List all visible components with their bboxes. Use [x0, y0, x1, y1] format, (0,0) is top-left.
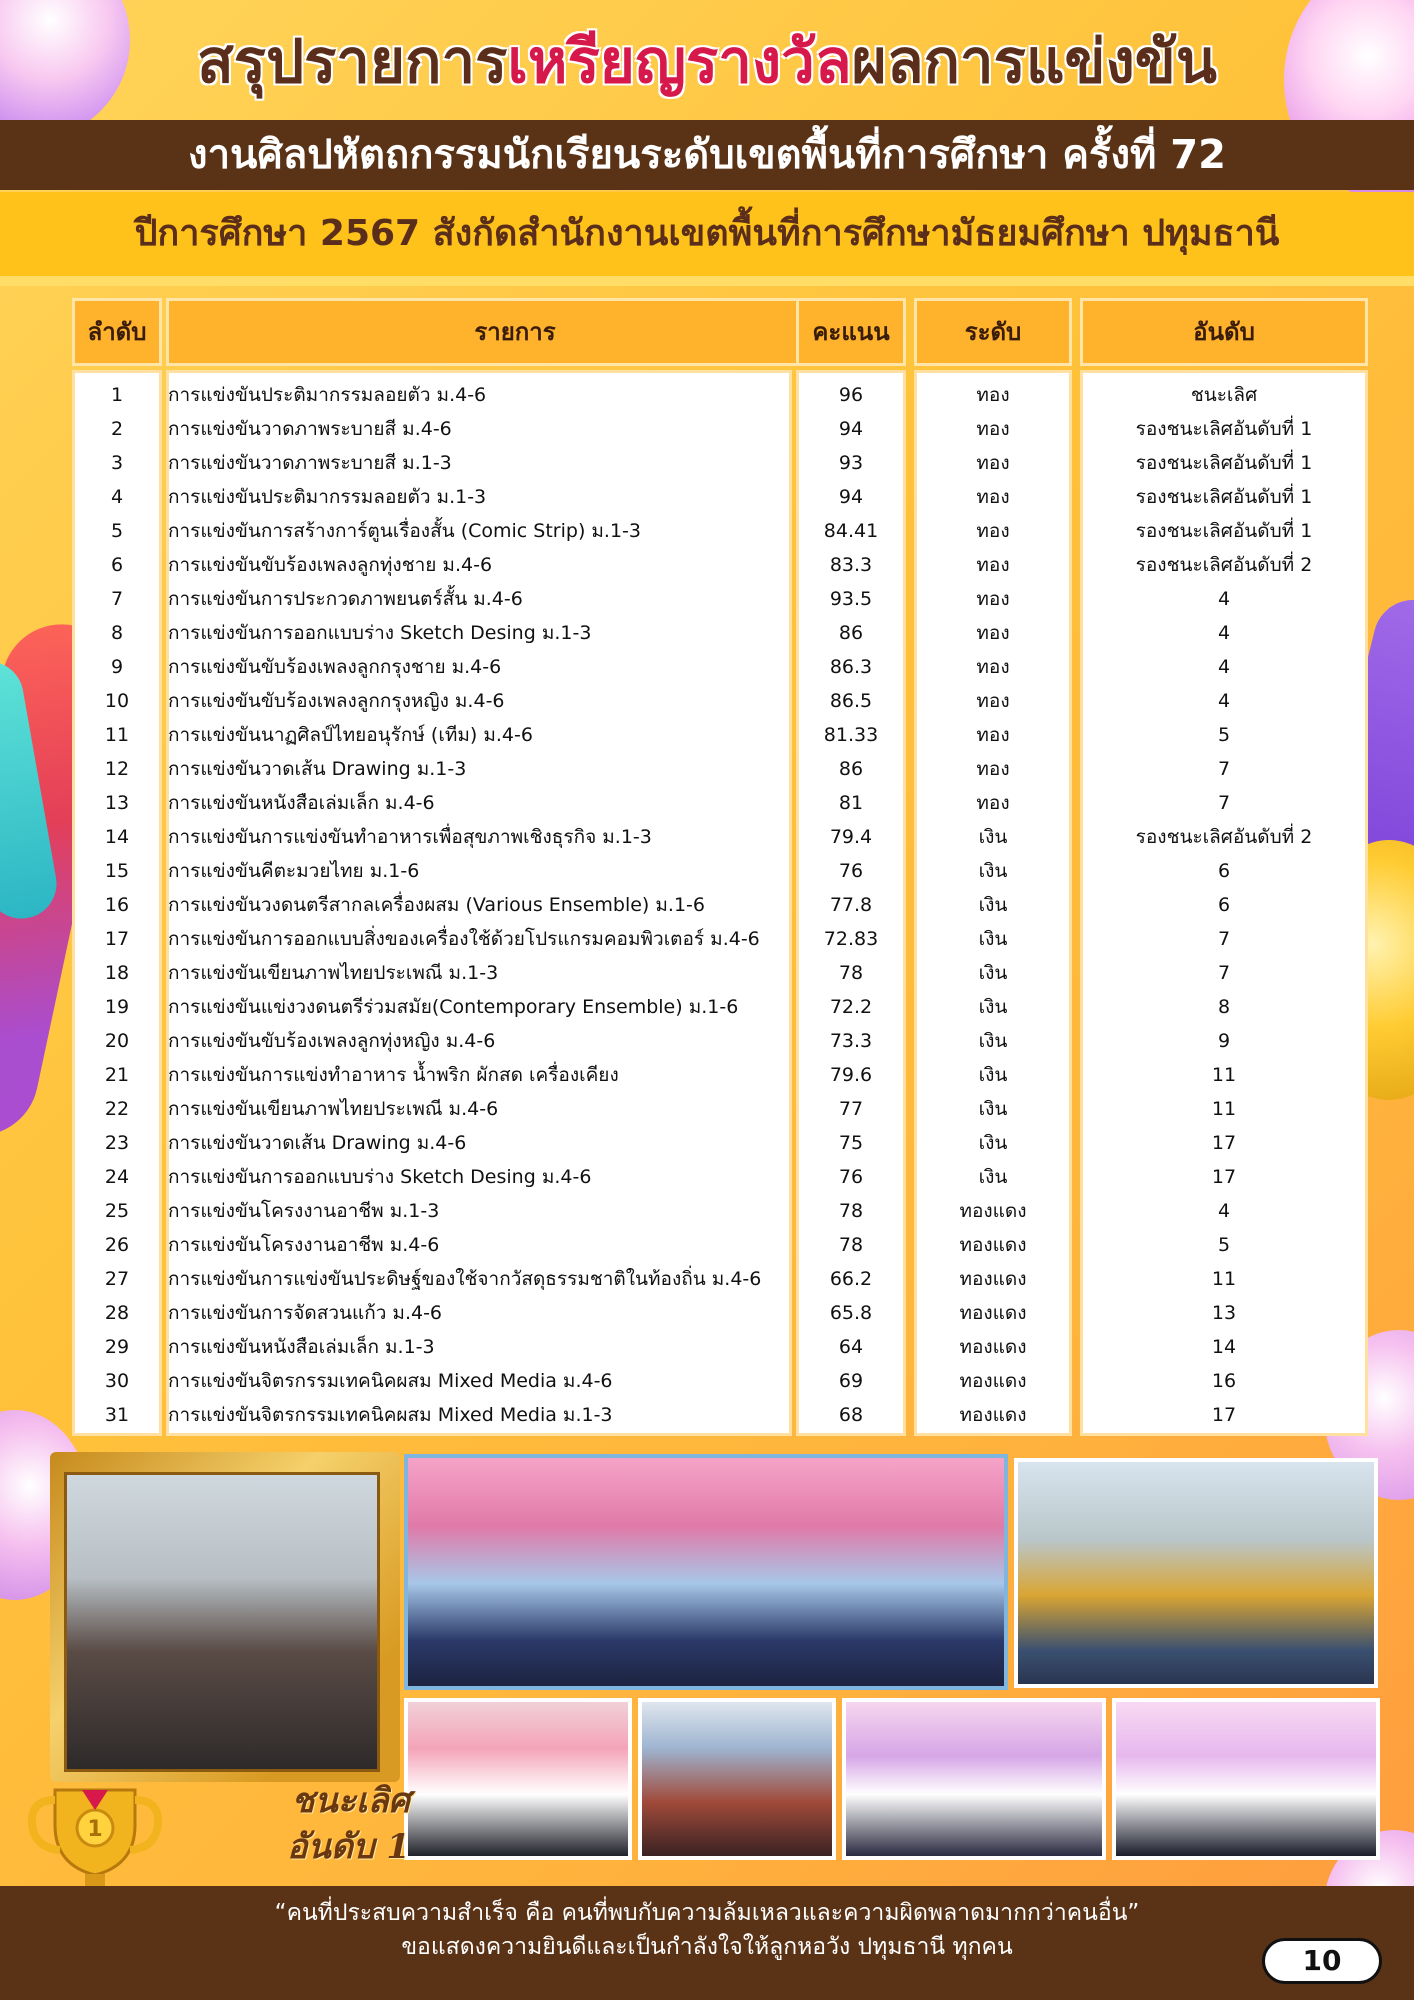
row-level: ทองแดง — [959, 1302, 1027, 1324]
table-row — [72, 548, 1368, 582]
table-row — [72, 480, 1368, 514]
row-rank: รองชนะเลิศอันดับที่ 1 — [1135, 452, 1313, 474]
row-rank: รองชนะเลิศอันดับที่ 1 — [1135, 418, 1313, 440]
row-level: เงิน — [978, 962, 1008, 984]
row-number: 11 — [104, 724, 130, 746]
row-number: 1 — [110, 384, 124, 406]
svg-text:1: 1 — [87, 1817, 103, 1842]
row-name: การแข่งขันหนังสือเล่มเล็ก ม.4-6 — [168, 792, 435, 814]
row-name: การแข่งขันแข่งวงดนตรีร่วมสมัย(Contemporary Ensemble) ม.1-6 — [168, 996, 739, 1018]
table-row — [72, 412, 1368, 446]
table-row — [72, 684, 1368, 718]
wish-text: ขอแสดงความยินดีและเป็นกำลังใจให้ลูกหอวัง ปทุมธานี ทุกคน — [401, 1934, 1013, 1960]
table-row — [72, 820, 1368, 854]
column-header-no: ลำดับ — [72, 298, 162, 366]
row-number: 3 — [110, 452, 124, 474]
row-level: เงิน — [978, 894, 1008, 916]
results-table — [72, 298, 1368, 1440]
table-row — [72, 752, 1368, 786]
row-name: การแข่งขันโครงงานอาชีพ ม.4-6 — [168, 1234, 440, 1256]
title-part: ผลการแข่งขัน — [851, 27, 1217, 97]
row-rank: 17 — [1211, 1166, 1237, 1188]
row-number: 22 — [104, 1098, 130, 1120]
row-number: 20 — [104, 1030, 130, 1052]
table-row — [72, 446, 1368, 480]
column-header-name: รายการ — [166, 298, 864, 366]
student-group-photo — [1112, 1698, 1380, 1860]
row-score: 66.2 — [829, 1268, 873, 1290]
row-name: การแข่งขันขับร้องเพลงลูกทุ่งหญิง ม.4-6 — [168, 1030, 496, 1052]
row-score: 76 — [838, 860, 864, 882]
row-rank: 6 — [1217, 860, 1231, 882]
row-rank: 16 — [1211, 1370, 1237, 1392]
dance-team-photo — [1014, 1458, 1378, 1688]
row-name: การแข่งขันการแข่งทำอาหาร น้ำพริก ผักสด เครื่องเคียง — [168, 1064, 619, 1086]
row-rank: 7 — [1217, 928, 1231, 950]
row-score: 86.3 — [829, 656, 873, 678]
row-number: 28 — [104, 1302, 130, 1324]
food-contest-photo — [404, 1698, 632, 1860]
row-score: 75 — [838, 1132, 864, 1154]
table-row — [72, 990, 1368, 1024]
row-rank: รองชนะเลิศอันดับที่ 2 — [1135, 826, 1313, 848]
winner-photo — [64, 1472, 380, 1772]
row-rank: 4 — [1217, 622, 1231, 644]
row-level: ทอง — [976, 486, 1010, 508]
row-rank: 8 — [1217, 996, 1231, 1018]
row-number: 17 — [104, 928, 130, 950]
row-level: เงิน — [978, 928, 1008, 950]
row-name: การแข่งขันวงดนตรีสากลเครื่องผสม (Various Ensemble) ม.1-6 — [168, 894, 705, 916]
row-score: 79.4 — [829, 826, 873, 848]
row-rank: ชนะเลิศ — [1190, 384, 1258, 406]
table-row — [72, 718, 1368, 752]
page-title — [0, 12, 1414, 112]
row-score: 94 — [838, 486, 864, 508]
row-rank: 17 — [1211, 1132, 1237, 1154]
row-number: 29 — [104, 1336, 130, 1358]
row-name: การแข่งขันวาดภาพระบายสี ม.1-3 — [168, 452, 452, 474]
row-number: 2 — [110, 418, 124, 440]
row-number: 24 — [104, 1166, 130, 1188]
row-level: ทอง — [976, 792, 1010, 814]
row-score: 93 — [838, 452, 864, 474]
table-row — [72, 378, 1368, 412]
row-name: การแข่งขันนาฏศิลป์ไทยอนุรักษ์ (เทีม) ม.4-6 — [168, 724, 533, 746]
row-level: ทองแดง — [959, 1404, 1027, 1426]
row-score: 78 — [838, 1200, 864, 1222]
table-row — [72, 1160, 1368, 1194]
row-name: การแข่งขันโครงงานอาชีพ ม.1-3 — [168, 1200, 440, 1222]
row-level: ทองแดง — [959, 1234, 1027, 1256]
row-score: 86 — [838, 758, 864, 780]
row-level: ทอง — [976, 656, 1010, 678]
row-number: 10 — [104, 690, 130, 712]
row-rank: 13 — [1211, 1302, 1237, 1324]
row-rank: 4 — [1217, 1200, 1231, 1222]
event-subtitle: งานศิลปหัตถกรรมนักเรียนระดับเขตพื้นที่การศึกษา ครั้งที่ 72 — [0, 120, 1414, 190]
row-number: 18 — [104, 962, 130, 984]
award-line: อันดับ 1 — [287, 1827, 410, 1867]
row-rank: 7 — [1217, 792, 1231, 814]
row-rank: 11 — [1211, 1268, 1237, 1290]
row-level: เงิน — [978, 1098, 1008, 1120]
row-name: การแข่งขันประติมากรรมลอยตัว ม.1-3 — [168, 486, 487, 508]
table-row — [72, 1126, 1368, 1160]
table-row — [72, 582, 1368, 616]
table-row — [72, 922, 1368, 956]
row-number: 6 — [110, 554, 124, 576]
row-score: 94 — [838, 418, 864, 440]
row-number: 30 — [104, 1370, 130, 1392]
award-caption — [170, 1778, 410, 1870]
row-level: ทอง — [976, 520, 1010, 542]
row-score: 78 — [838, 962, 864, 984]
row-name: การแข่งขันการสร้างการ์ตูนเรื่องสั้น (Comic Strip) ม.1-3 — [168, 520, 641, 542]
row-level: ทอง — [976, 622, 1010, 644]
row-rank: 11 — [1211, 1098, 1237, 1120]
row-level: ทอง — [976, 384, 1010, 406]
row-rank: รองชนะเลิศอันดับที่ 2 — [1135, 554, 1313, 576]
row-score: 68 — [838, 1404, 864, 1426]
row-score: 64 — [838, 1336, 864, 1358]
row-score: 72.2 — [829, 996, 873, 1018]
row-number: 27 — [104, 1268, 130, 1290]
row-name: การแข่งขันหนังสือเล่มเล็ก ม.1-3 — [168, 1336, 435, 1358]
row-score: 73.3 — [829, 1030, 873, 1052]
row-rank: 6 — [1217, 894, 1231, 916]
row-level: เงิน — [978, 1132, 1008, 1154]
group-photo — [404, 1454, 1008, 1690]
row-score: 83.3 — [829, 554, 873, 576]
row-rank: 5 — [1217, 724, 1231, 746]
column-header-rank: อันดับ — [1080, 298, 1368, 366]
table-row — [72, 888, 1368, 922]
row-name: การแข่งขันการแข่งขันประดิษฐ์ของใช้จากวัสดุธรรมชาติในท้องถิ่น ม.4-6 — [168, 1268, 762, 1290]
title-part: สรุปรายการ — [197, 27, 508, 97]
row-score: 79.6 — [829, 1064, 873, 1086]
row-name: การแข่งขันวาดภาพระบายสี ม.4-6 — [168, 418, 452, 440]
row-name: การแข่งขันขับร้องเพลงลูกกรุงชาย ม.4-6 — [168, 656, 502, 678]
table-row — [72, 1228, 1368, 1262]
row-name: การแข่งขันการประกวดภาพยนตร์สั้น ม.4-6 — [168, 588, 523, 610]
row-name: การแข่งขันคีตะมวยไทย ม.1-6 — [168, 860, 420, 882]
table-row — [72, 1024, 1368, 1058]
row-number: 5 — [110, 520, 124, 542]
row-name: การแข่งขันเขียนภาพไทยประเพณี ม.4-6 — [168, 1098, 499, 1120]
row-score: 69 — [838, 1370, 864, 1392]
quote-text: “คนที่ประสบความสำเร็จ คือ คนที่พบกับความล้มเหลวและความผิดพลาดมากกว่าคนอื่น” — [274, 1900, 1140, 1926]
table-header-row — [72, 298, 1368, 366]
row-level: เงิน — [978, 1030, 1008, 1052]
row-number: 16 — [104, 894, 130, 916]
row-name: การแข่งขันวาดเส้น Drawing ม.1-3 — [168, 758, 467, 780]
row-score: 84.41 — [823, 520, 879, 542]
table-body — [72, 378, 1368, 1432]
footer-quote — [0, 1896, 1414, 1964]
table-row — [72, 1330, 1368, 1364]
row-number: 12 — [104, 758, 130, 780]
row-name: การแข่งขันการจัดสวนแก้ว ม.4-6 — [168, 1302, 443, 1324]
row-number: 9 — [110, 656, 124, 678]
row-score: 77 — [838, 1098, 864, 1120]
table-row — [72, 1398, 1368, 1432]
page-number: 10 — [1262, 1938, 1382, 1984]
row-level: เงิน — [978, 860, 1008, 882]
row-level: ทองแดง — [959, 1200, 1027, 1222]
row-number: 15 — [104, 860, 130, 882]
table-row — [72, 650, 1368, 684]
row-rank: รองชนะเลิศอันดับที่ 1 — [1135, 486, 1313, 508]
row-level: ทองแดง — [959, 1370, 1027, 1392]
table-row — [72, 1262, 1368, 1296]
table-row — [72, 854, 1368, 888]
row-level: เงิน — [978, 1166, 1008, 1188]
row-number: 23 — [104, 1132, 130, 1154]
row-name: การแข่งขันเขียนภาพไทยประเพณี ม.1-3 — [168, 962, 499, 984]
row-rank: 4 — [1217, 690, 1231, 712]
row-level: ทอง — [976, 690, 1010, 712]
row-number: 14 — [104, 826, 130, 848]
row-name: การแข่งขันประติมากรรมลอยตัว ม.4-6 — [168, 384, 487, 406]
row-level: ทอง — [976, 588, 1010, 610]
row-number: 4 — [110, 486, 124, 508]
row-score: 93.5 — [829, 588, 873, 610]
row-score: 86 — [838, 622, 864, 644]
row-name: การแข่งขันขับร้องเพลงลูกทุ่งชาย ม.4-6 — [168, 554, 493, 576]
table-row — [72, 1058, 1368, 1092]
row-name: การแข่งขันจิตรกรรมเทคนิคผสม Mixed Media ม.4-6 — [168, 1370, 613, 1392]
row-rank: 5 — [1217, 1234, 1231, 1256]
row-score: 78 — [838, 1234, 864, 1256]
row-rank: 7 — [1217, 758, 1231, 780]
row-rank: 7 — [1217, 962, 1231, 984]
row-score: 81.33 — [823, 724, 879, 746]
row-number: 25 — [104, 1200, 130, 1222]
table-row — [72, 1092, 1368, 1126]
table-row — [72, 956, 1368, 990]
row-name: การแข่งขันการออกแบบร่าง Sketch Desing ม.4-6 — [168, 1166, 592, 1188]
row-name: การแข่งขันการแข่งขันทำอาหารเพื่อสุขภาพเชิงธุรกิจ ม.1-3 — [168, 826, 652, 848]
row-level: ทอง — [976, 452, 1010, 474]
row-number: 7 — [110, 588, 124, 610]
row-rank: 14 — [1211, 1336, 1237, 1358]
row-name: การแข่งขันวาดเส้น Drawing ม.4-6 — [168, 1132, 467, 1154]
row-number: 26 — [104, 1234, 130, 1256]
row-level: ทองแดง — [959, 1268, 1027, 1290]
row-rank: 4 — [1217, 656, 1231, 678]
column-header-score: คะแนน — [796, 298, 906, 366]
row-score: 77.8 — [829, 894, 873, 916]
row-level: เงิน — [978, 996, 1008, 1018]
row-level: ทอง — [976, 758, 1010, 780]
row-name: การแข่งขันการออกแบบสิ่งของเครื่องใช้ด้วยโปรแกรมคอมพิวเตอร์ ม.4-6 — [168, 928, 760, 950]
row-score: 96 — [838, 384, 864, 406]
student-group-photo — [842, 1698, 1106, 1860]
row-rank: รองชนะเลิศอันดับที่ 1 — [1135, 520, 1313, 542]
table-row — [72, 616, 1368, 650]
row-rank: 11 — [1211, 1064, 1237, 1086]
table-row — [72, 1364, 1368, 1398]
row-rank: 17 — [1211, 1404, 1237, 1426]
table-row — [72, 1296, 1368, 1330]
table-row — [72, 786, 1368, 820]
row-score: 65.8 — [829, 1302, 873, 1324]
row-name: การแข่งขันการออกแบบร่าง Sketch Desing ม.1-3 — [168, 622, 592, 644]
academic-year-subtitle: ปีการศึกษา 2567 สังกัดสำนักงานเขตพื้นที่การศึกษามัธยมศึกษา ปทุมธานี — [0, 192, 1414, 276]
table-row — [72, 1194, 1368, 1228]
row-score: 76 — [838, 1166, 864, 1188]
performance-photo — [638, 1698, 836, 1860]
row-level: ทอง — [976, 418, 1010, 440]
row-number: 8 — [110, 622, 124, 644]
row-level: เงิน — [978, 826, 1008, 848]
row-score: 81 — [838, 792, 864, 814]
row-score: 72.83 — [823, 928, 879, 950]
award-line: ชนะเลิศ — [291, 1781, 410, 1821]
title-accent: เหรียญรางวัล — [507, 27, 852, 97]
table-row — [72, 514, 1368, 548]
column-header-level: ระดับ — [914, 298, 1072, 366]
row-level: เงิน — [978, 1064, 1008, 1086]
row-number: 13 — [104, 792, 130, 814]
row-level: ทองแดง — [959, 1336, 1027, 1358]
row-level: ทอง — [976, 724, 1010, 746]
row-number: 31 — [104, 1404, 130, 1426]
row-number: 19 — [104, 996, 130, 1018]
row-name: การแข่งขันขับร้องเพลงลูกกรุงหญิง ม.4-6 — [168, 690, 505, 712]
row-number: 21 — [104, 1064, 130, 1086]
row-name: การแข่งขันจิตรกรรมเทคนิคผสม Mixed Media ม.1-3 — [168, 1404, 613, 1426]
header-divider — [0, 276, 1414, 286]
row-rank: 4 — [1217, 588, 1231, 610]
row-score: 86.5 — [829, 690, 873, 712]
row-rank: 9 — [1217, 1030, 1231, 1052]
row-level: ทอง — [976, 554, 1010, 576]
